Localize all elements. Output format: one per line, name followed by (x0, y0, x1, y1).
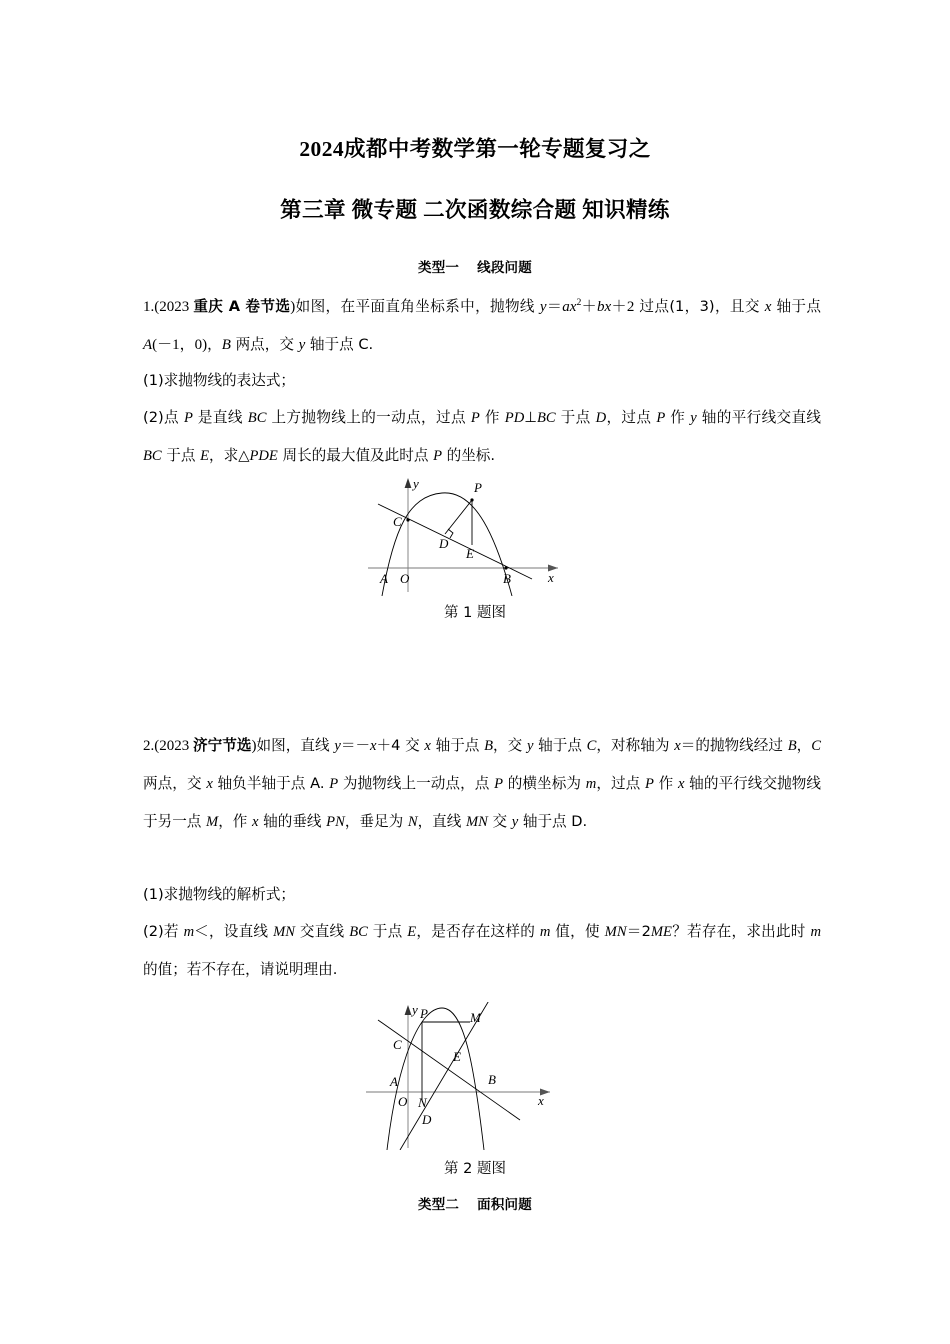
problem-1-subquestion-1-text: (1)求抛物线的表达式； (143, 372, 296, 389)
point-p-dot (470, 498, 473, 501)
section-name: 线段问题 (477, 260, 532, 276)
label-point-n: N (418, 1095, 427, 1110)
problem-1-number: 1. (143, 299, 155, 315)
label-y-axis: y (412, 1002, 418, 1017)
label-point-a: A (390, 1074, 398, 1089)
problem-2-subquestion-2 (143, 913, 821, 989)
problem-2-source-open: (2023 (154, 738, 194, 754)
point-b-dot (504, 566, 507, 569)
problem-1-stem (143, 288, 821, 364)
label-point-o: O (400, 571, 410, 586)
problem-1-subquestion-2-text: (2)点 P 是直线 BC 上方抛物线上的一动点，过点 P 作 PD⊥BC 于点 D，过点 P 作 y 轴的平行线交直线 BC 于点 E，求△PDE 周长的最大值及此时点 P 的坐标. (143, 409, 822, 464)
problem-1-axis-x: x (764, 299, 772, 315)
label-point-b: B (503, 571, 511, 586)
problem-1-point-b: B (221, 337, 231, 353)
line-mn (400, 1002, 500, 1150)
page-title-line-2: 第三章 微专题 二次函数综合题 知识精练 (280, 198, 670, 222)
y-axis-arrow (405, 1005, 412, 1015)
problem-1-point-a-coord: (－1，0) (152, 337, 208, 353)
problem-1-figure (0, 468, 950, 596)
label-point-m: M (470, 1010, 481, 1025)
problem-1-stem-part-2: 过点(1，3)，且交 (634, 298, 765, 315)
label-point-e: E (453, 1049, 461, 1064)
problem-1-source-close: ) (290, 299, 296, 315)
right-angle-mark (448, 529, 453, 538)
problem-1-point-a: A (143, 337, 153, 353)
problem-2-subquestion-2-text: (2)若 m＜，设直线 MN 交直线 BC 于点 E，是否存在这样的 m 值，使 MN＝2ME？若存在，求出此时 m 的值；若不存在，请说明理由. (143, 923, 822, 978)
section-label: 类型二 (418, 1197, 460, 1213)
problem-2-subquestion-1 (143, 876, 821, 914)
problem-2-source-bold: 济宁节选 (193, 737, 252, 754)
label-point-b: B (488, 1072, 496, 1087)
problem-1-stem-part-6: 轴于点 C. (305, 336, 374, 353)
label-point-c: C (393, 514, 402, 529)
y-axis-arrow (405, 478, 412, 488)
label-point-o: O (398, 1094, 408, 1109)
problem-2-diagram (360, 1002, 590, 1150)
problem-2-number: 2. (143, 738, 155, 754)
problem-1-figure-caption: 第 1 题图 (444, 605, 506, 621)
problem-2-figure (0, 1002, 950, 1150)
problem-1-stem-part-5: 两点，交 (230, 336, 299, 353)
problem-2-figure-caption: 第 2 题图 (444, 1161, 506, 1177)
problem-1-subquestion-1 (143, 362, 821, 400)
label-point-p: P (474, 480, 482, 495)
problem-1-stem-part-4: ， (207, 336, 222, 353)
problem-1-stem-part-3: 轴于点 (771, 298, 821, 315)
problem-2-stem-text: 如图，直线 y＝－x＋4 交 x 轴于点 B，交 y 轴于点 C，对称轴为 x＝的抛物线经过 B，C 两点，交 x 轴负半轴于点 A. P 为抛物线上一动点，点 P 的横坐标为 m，过点 P 作 x 轴的平行线交抛物线于另一点 M，作 x 轴的垂线 PN，垂足为 N，直线 MN 交 y 轴于点 D. (143, 737, 822, 830)
label-y-axis: y (413, 476, 419, 491)
problem-1-axis-y: y (298, 337, 306, 353)
problem-2-stem (143, 727, 821, 841)
problem-2-source-close: ) (251, 738, 257, 754)
label-point-d: D (439, 536, 449, 551)
problem-1-equation: $y=ax^2+bx+2$ (539, 297, 635, 315)
section-header-type-one (0, 256, 950, 276)
section-name: 面积问题 (477, 1197, 532, 1213)
label-x-axis: x (538, 1093, 544, 1108)
label-point-p: P (420, 1006, 428, 1021)
label-point-d: D (422, 1112, 432, 1127)
problem-1-source-bold: 重庆 A 卷节选 (193, 298, 291, 315)
label-x-axis: x (548, 570, 554, 585)
section-header-type-two (0, 1193, 950, 1213)
label-point-e: E (466, 546, 474, 561)
segment-pd (445, 500, 472, 534)
label-point-a: A (380, 571, 388, 586)
section-label: 类型一 (418, 260, 460, 276)
label-point-c: C (393, 1037, 402, 1052)
problem-2-subquestion-1-text: (1)求抛物线的解析式； (143, 886, 296, 903)
point-c-dot (406, 518, 409, 521)
problem-1-stem-part-1: 如图，在平面直角坐标系中，抛物线 (295, 298, 540, 315)
problem-1-subquestion-2 (143, 399, 821, 475)
problem-1-source-open: (2023 (154, 299, 194, 315)
problem-1-diagram (360, 468, 590, 596)
page-title-line-1: 2024成都中考数学第一轮专题复习之 (299, 137, 651, 161)
parabola-curve (387, 1008, 484, 1150)
